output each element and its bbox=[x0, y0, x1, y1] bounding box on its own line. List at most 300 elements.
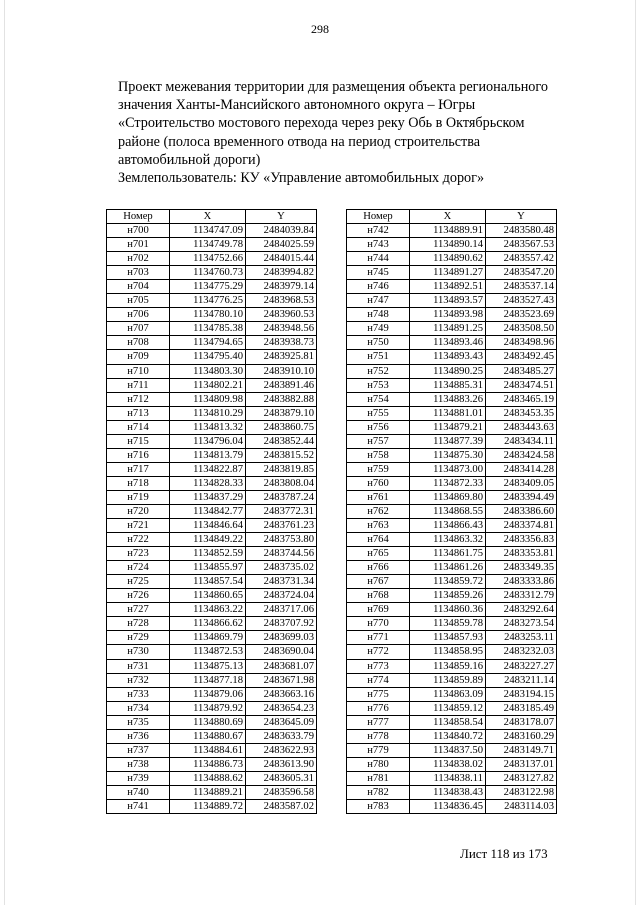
x-coordinate-cell: 1134795.40 bbox=[170, 350, 246, 364]
x-coordinate-cell: 1134872.53 bbox=[170, 645, 246, 659]
table-row bbox=[107, 729, 317, 743]
table-row bbox=[347, 743, 557, 757]
x-coordinate-cell: 1134842.77 bbox=[170, 504, 246, 518]
point-number-cell: н702 bbox=[107, 252, 170, 266]
y-coordinate-cell: 2483891.46 bbox=[246, 378, 317, 392]
x-coordinate-cell: 1134776.25 bbox=[170, 294, 246, 308]
x-coordinate-cell: 1134838.43 bbox=[410, 785, 486, 799]
y-coordinate-cell: 2483508.50 bbox=[486, 322, 557, 336]
y-coordinate-cell: 2483557.42 bbox=[486, 252, 557, 266]
table-row bbox=[107, 589, 317, 603]
y-coordinate-cell: 2483979.14 bbox=[246, 280, 317, 294]
heading-line: автомобильной дороги) bbox=[118, 151, 261, 168]
coordinates-table-right bbox=[346, 209, 557, 814]
x-coordinate-cell: 1134890.62 bbox=[410, 252, 486, 266]
point-number-cell: н765 bbox=[347, 547, 410, 561]
x-coordinate-cell: 1134893.43 bbox=[410, 350, 486, 364]
table-row bbox=[347, 645, 557, 659]
y-coordinate-cell: 2484015.44 bbox=[246, 252, 317, 266]
table-row bbox=[107, 757, 317, 771]
x-coordinate-cell: 1134879.06 bbox=[170, 687, 246, 701]
point-number-cell: н743 bbox=[347, 238, 410, 252]
table-row bbox=[107, 336, 317, 350]
y-coordinate-cell: 2483910.10 bbox=[246, 364, 317, 378]
scan-edge-right bbox=[635, 0, 636, 905]
y-coordinate-cell: 2483127.82 bbox=[486, 771, 557, 785]
point-number-cell: н760 bbox=[347, 476, 410, 490]
point-number-cell: н707 bbox=[107, 322, 170, 336]
x-coordinate-cell: 1134884.61 bbox=[170, 743, 246, 757]
point-number-cell: н751 bbox=[347, 350, 410, 364]
point-number-cell: н780 bbox=[347, 757, 410, 771]
x-coordinate-cell: 1134883.26 bbox=[410, 392, 486, 406]
table-row bbox=[347, 462, 557, 476]
y-coordinate-cell: 2483443.63 bbox=[486, 420, 557, 434]
table-row bbox=[107, 448, 317, 462]
point-number-cell: н776 bbox=[347, 701, 410, 715]
y-coordinate-cell: 2483731.34 bbox=[246, 575, 317, 589]
y-coordinate-cell: 2483645.09 bbox=[246, 715, 317, 729]
table-row bbox=[107, 743, 317, 757]
point-number-cell: н716 bbox=[107, 448, 170, 462]
point-number-cell: н781 bbox=[347, 771, 410, 785]
x-coordinate-cell: 1134752.66 bbox=[170, 252, 246, 266]
point-number-cell: н727 bbox=[107, 603, 170, 617]
y-coordinate-cell: 2483114.03 bbox=[486, 799, 557, 813]
y-coordinate-cell: 2483860.75 bbox=[246, 420, 317, 434]
y-coordinate-cell: 2483717.06 bbox=[246, 603, 317, 617]
table-row bbox=[107, 238, 317, 252]
point-number-cell: н762 bbox=[347, 504, 410, 518]
x-coordinate-cell: 1134892.51 bbox=[410, 280, 486, 294]
x-coordinate-cell: 1134868.55 bbox=[410, 504, 486, 518]
y-coordinate-cell: 2484039.84 bbox=[246, 224, 317, 238]
x-coordinate-cell: 1134837.29 bbox=[170, 490, 246, 504]
point-number-cell: н769 bbox=[347, 603, 410, 617]
x-coordinate-cell: 1134837.50 bbox=[410, 743, 486, 757]
table-row bbox=[107, 659, 317, 673]
point-number-cell: н763 bbox=[347, 519, 410, 533]
y-coordinate-cell: 2483122.98 bbox=[486, 785, 557, 799]
point-number-cell: н737 bbox=[107, 743, 170, 757]
point-number-cell: н771 bbox=[347, 631, 410, 645]
y-coordinate-cell: 2483349.35 bbox=[486, 561, 557, 575]
x-coordinate-cell: 1134881.01 bbox=[410, 406, 486, 420]
y-coordinate-cell: 2483465.19 bbox=[486, 392, 557, 406]
table-row bbox=[347, 364, 557, 378]
column-header-x: X bbox=[170, 210, 246, 224]
x-coordinate-cell: 1134840.72 bbox=[410, 729, 486, 743]
table-row bbox=[107, 785, 317, 799]
table-row bbox=[107, 476, 317, 490]
point-number-cell: н749 bbox=[347, 322, 410, 336]
table-row bbox=[347, 434, 557, 448]
table-row bbox=[107, 406, 317, 420]
y-coordinate-cell: 2483587.02 bbox=[246, 799, 317, 813]
y-coordinate-cell: 2483567.53 bbox=[486, 238, 557, 252]
point-number-cell: н730 bbox=[107, 645, 170, 659]
point-number-cell: н740 bbox=[107, 785, 170, 799]
table-row bbox=[107, 715, 317, 729]
table-row bbox=[107, 252, 317, 266]
point-number-cell: н768 bbox=[347, 589, 410, 603]
table-row bbox=[107, 771, 317, 785]
x-coordinate-cell: 1134785.38 bbox=[170, 322, 246, 336]
point-number-cell: н783 bbox=[347, 799, 410, 813]
y-coordinate-cell: 2483160.29 bbox=[486, 729, 557, 743]
table-row bbox=[107, 490, 317, 504]
y-coordinate-cell: 2483960.53 bbox=[246, 308, 317, 322]
x-coordinate-cell: 1134891.25 bbox=[410, 322, 486, 336]
point-number-cell: н709 bbox=[107, 350, 170, 364]
table-row bbox=[347, 350, 557, 364]
point-number-cell: н708 bbox=[107, 336, 170, 350]
x-coordinate-cell: 1134803.30 bbox=[170, 364, 246, 378]
y-coordinate-cell: 2483386.60 bbox=[486, 504, 557, 518]
table-row bbox=[347, 392, 557, 406]
x-coordinate-cell: 1134863.32 bbox=[410, 533, 486, 547]
x-coordinate-cell: 1134890.25 bbox=[410, 364, 486, 378]
y-coordinate-cell: 2483819.85 bbox=[246, 462, 317, 476]
column-header-number: Номер bbox=[107, 210, 170, 224]
point-number-cell: н715 bbox=[107, 434, 170, 448]
page-number: 298 bbox=[311, 22, 329, 36]
x-coordinate-cell: 1134877.39 bbox=[410, 434, 486, 448]
table-row bbox=[347, 617, 557, 631]
table-row bbox=[347, 490, 557, 504]
y-coordinate-cell: 2483227.27 bbox=[486, 659, 557, 673]
table-row bbox=[347, 280, 557, 294]
table-row bbox=[347, 308, 557, 322]
point-number-cell: н750 bbox=[347, 336, 410, 350]
point-number-cell: н704 bbox=[107, 280, 170, 294]
y-coordinate-cell: 2483613.90 bbox=[246, 757, 317, 771]
table-row bbox=[347, 519, 557, 533]
y-coordinate-cell: 2483149.71 bbox=[486, 743, 557, 757]
point-number-cell: н758 bbox=[347, 448, 410, 462]
point-number-cell: н738 bbox=[107, 757, 170, 771]
y-coordinate-cell: 2483753.80 bbox=[246, 533, 317, 547]
table-row bbox=[347, 448, 557, 462]
point-number-cell: н719 bbox=[107, 490, 170, 504]
table-row bbox=[107, 673, 317, 687]
column-header-y: Y bbox=[486, 210, 557, 224]
point-number-cell: н729 bbox=[107, 631, 170, 645]
x-coordinate-cell: 1134859.72 bbox=[410, 575, 486, 589]
table-row bbox=[347, 476, 557, 490]
y-coordinate-cell: 2483527.43 bbox=[486, 294, 557, 308]
point-number-cell: н756 bbox=[347, 420, 410, 434]
x-coordinate-cell: 1134889.91 bbox=[410, 224, 486, 238]
y-coordinate-cell: 2483232.03 bbox=[486, 645, 557, 659]
x-coordinate-cell: 1134893.98 bbox=[410, 308, 486, 322]
point-number-cell: н759 bbox=[347, 462, 410, 476]
x-coordinate-cell: 1134866.43 bbox=[410, 519, 486, 533]
table-row bbox=[347, 406, 557, 420]
y-coordinate-cell: 2483605.31 bbox=[246, 771, 317, 785]
column-header-x: X bbox=[410, 210, 486, 224]
point-number-cell: н732 bbox=[107, 673, 170, 687]
point-number-cell: н742 bbox=[347, 224, 410, 238]
table-row bbox=[107, 617, 317, 631]
point-number-cell: н744 bbox=[347, 252, 410, 266]
table-row bbox=[347, 757, 557, 771]
table-row bbox=[347, 266, 557, 280]
y-coordinate-cell: 2483663.16 bbox=[246, 687, 317, 701]
point-number-cell: н700 bbox=[107, 224, 170, 238]
x-coordinate-cell: 1134879.21 bbox=[410, 420, 486, 434]
point-number-cell: н757 bbox=[347, 434, 410, 448]
table-row bbox=[347, 224, 557, 238]
table-row bbox=[347, 715, 557, 729]
table-row bbox=[107, 392, 317, 406]
table-row bbox=[107, 294, 317, 308]
scan-edge-left bbox=[4, 0, 5, 905]
table-row bbox=[107, 561, 317, 575]
heading-line: значения Ханты-Мансийского автономного округа – Югры bbox=[118, 97, 476, 114]
y-coordinate-cell: 2483994.82 bbox=[246, 266, 317, 280]
y-coordinate-cell: 2483699.03 bbox=[246, 631, 317, 645]
heading-line: районе (полоса временного отвода на период строительства bbox=[118, 133, 481, 150]
point-number-cell: н724 bbox=[107, 561, 170, 575]
y-coordinate-cell: 2483596.58 bbox=[246, 785, 317, 799]
x-coordinate-cell: 1134861.26 bbox=[410, 561, 486, 575]
point-number-cell: н761 bbox=[347, 490, 410, 504]
point-number-cell: н722 bbox=[107, 533, 170, 547]
x-coordinate-cell: 1134879.92 bbox=[170, 701, 246, 715]
x-coordinate-cell: 1134857.93 bbox=[410, 631, 486, 645]
table-row bbox=[347, 631, 557, 645]
point-number-cell: н767 bbox=[347, 575, 410, 589]
point-number-cell: н772 bbox=[347, 645, 410, 659]
x-coordinate-cell: 1134857.54 bbox=[170, 575, 246, 589]
y-coordinate-cell: 2483761.23 bbox=[246, 519, 317, 533]
table-row bbox=[347, 785, 557, 799]
table-row bbox=[347, 322, 557, 336]
y-coordinate-cell: 2483474.51 bbox=[486, 378, 557, 392]
y-coordinate-cell: 2483194.15 bbox=[486, 687, 557, 701]
column-header-y: Y bbox=[246, 210, 317, 224]
point-number-cell: н701 bbox=[107, 238, 170, 252]
x-coordinate-cell: 1134872.33 bbox=[410, 476, 486, 490]
y-coordinate-cell: 2483537.14 bbox=[486, 280, 557, 294]
point-number-cell: н764 bbox=[347, 533, 410, 547]
table-row bbox=[347, 547, 557, 561]
point-number-cell: н766 bbox=[347, 561, 410, 575]
x-coordinate-cell: 1134893.46 bbox=[410, 336, 486, 350]
heading-line: «Строительство мостового перехода через реку Обь в Октябрьском bbox=[118, 115, 525, 132]
x-coordinate-cell: 1134889.72 bbox=[170, 799, 246, 813]
point-number-cell: н775 bbox=[347, 687, 410, 701]
y-coordinate-cell: 2483523.69 bbox=[486, 308, 557, 322]
table-row bbox=[107, 687, 317, 701]
y-coordinate-cell: 2483948.56 bbox=[246, 322, 317, 336]
point-number-cell: н733 bbox=[107, 687, 170, 701]
y-coordinate-cell: 2483178.07 bbox=[486, 715, 557, 729]
point-number-cell: н779 bbox=[347, 743, 410, 757]
x-coordinate-cell: 1134861.75 bbox=[410, 547, 486, 561]
table-row bbox=[347, 504, 557, 518]
table-row bbox=[347, 336, 557, 350]
y-coordinate-cell: 2483707.92 bbox=[246, 617, 317, 631]
y-coordinate-cell: 2483424.58 bbox=[486, 448, 557, 462]
table-row bbox=[107, 547, 317, 561]
x-coordinate-cell: 1134855.97 bbox=[170, 561, 246, 575]
table-row bbox=[347, 659, 557, 673]
x-coordinate-cell: 1134888.62 bbox=[170, 771, 246, 785]
x-coordinate-cell: 1134891.27 bbox=[410, 266, 486, 280]
y-coordinate-cell: 2483356.83 bbox=[486, 533, 557, 547]
point-number-cell: н778 bbox=[347, 729, 410, 743]
table-row bbox=[107, 603, 317, 617]
x-coordinate-cell: 1134880.67 bbox=[170, 729, 246, 743]
table-row bbox=[107, 504, 317, 518]
point-number-cell: н735 bbox=[107, 715, 170, 729]
y-coordinate-cell: 2484025.59 bbox=[246, 238, 317, 252]
x-coordinate-cell: 1134849.22 bbox=[170, 533, 246, 547]
x-coordinate-cell: 1134873.00 bbox=[410, 462, 486, 476]
x-coordinate-cell: 1134852.59 bbox=[170, 547, 246, 561]
y-coordinate-cell: 2483137.01 bbox=[486, 757, 557, 771]
x-coordinate-cell: 1134885.31 bbox=[410, 378, 486, 392]
x-coordinate-cell: 1134749.78 bbox=[170, 238, 246, 252]
table-header-row bbox=[107, 210, 317, 224]
y-coordinate-cell: 2483622.93 bbox=[246, 743, 317, 757]
y-coordinate-cell: 2483654.23 bbox=[246, 701, 317, 715]
point-number-cell: н746 bbox=[347, 280, 410, 294]
x-coordinate-cell: 1134880.69 bbox=[170, 715, 246, 729]
y-coordinate-cell: 2483485.27 bbox=[486, 364, 557, 378]
x-coordinate-cell: 1134863.09 bbox=[410, 687, 486, 701]
x-coordinate-cell: 1134877.18 bbox=[170, 673, 246, 687]
y-coordinate-cell: 2483453.35 bbox=[486, 406, 557, 420]
table-row bbox=[107, 378, 317, 392]
y-coordinate-cell: 2483273.54 bbox=[486, 617, 557, 631]
point-number-cell: н710 bbox=[107, 364, 170, 378]
table-row bbox=[347, 673, 557, 687]
point-number-cell: н721 bbox=[107, 519, 170, 533]
column-header-number: Номер bbox=[347, 210, 410, 224]
x-coordinate-cell: 1134809.98 bbox=[170, 392, 246, 406]
document-heading bbox=[118, 78, 608, 187]
point-number-cell: н782 bbox=[347, 785, 410, 799]
y-coordinate-cell: 2483744.56 bbox=[246, 547, 317, 561]
x-coordinate-cell: 1134875.13 bbox=[170, 659, 246, 673]
x-coordinate-cell: 1134890.14 bbox=[410, 238, 486, 252]
y-coordinate-cell: 2483882.88 bbox=[246, 392, 317, 406]
y-coordinate-cell: 2483808.04 bbox=[246, 476, 317, 490]
y-coordinate-cell: 2483409.05 bbox=[486, 476, 557, 490]
y-coordinate-cell: 2483633.79 bbox=[246, 729, 317, 743]
y-coordinate-cell: 2483815.52 bbox=[246, 448, 317, 462]
point-number-cell: н745 bbox=[347, 266, 410, 280]
table-row bbox=[347, 799, 557, 813]
x-coordinate-cell: 1134836.45 bbox=[410, 799, 486, 813]
table-row bbox=[347, 561, 557, 575]
y-coordinate-cell: 2483312.79 bbox=[486, 589, 557, 603]
point-number-cell: н713 bbox=[107, 406, 170, 420]
x-coordinate-cell: 1134822.87 bbox=[170, 462, 246, 476]
y-coordinate-cell: 2483394.49 bbox=[486, 490, 557, 504]
table-row bbox=[107, 533, 317, 547]
land-user-line: Землепользователь: КУ «Управление автомобильных дорог» bbox=[118, 170, 485, 187]
y-coordinate-cell: 2483253.11 bbox=[486, 631, 557, 645]
point-number-cell: н755 bbox=[347, 406, 410, 420]
x-coordinate-cell: 1134860.65 bbox=[170, 589, 246, 603]
point-number-cell: н752 bbox=[347, 364, 410, 378]
y-coordinate-cell: 2483580.48 bbox=[486, 224, 557, 238]
y-coordinate-cell: 2483925.81 bbox=[246, 350, 317, 364]
y-coordinate-cell: 2483681.07 bbox=[246, 659, 317, 673]
y-coordinate-cell: 2483374.81 bbox=[486, 519, 557, 533]
y-coordinate-cell: 2483211.14 bbox=[486, 673, 557, 687]
x-coordinate-cell: 1134858.95 bbox=[410, 645, 486, 659]
x-coordinate-cell: 1134875.30 bbox=[410, 448, 486, 462]
table-row bbox=[107, 350, 317, 364]
table-row bbox=[107, 322, 317, 336]
x-coordinate-cell: 1134775.29 bbox=[170, 280, 246, 294]
x-coordinate-cell: 1134810.29 bbox=[170, 406, 246, 420]
x-coordinate-cell: 1134860.36 bbox=[410, 603, 486, 617]
table-row bbox=[107, 420, 317, 434]
y-coordinate-cell: 2483735.02 bbox=[246, 561, 317, 575]
x-coordinate-cell: 1134828.33 bbox=[170, 476, 246, 490]
x-coordinate-cell: 1134869.80 bbox=[410, 490, 486, 504]
table-row bbox=[347, 603, 557, 617]
y-coordinate-cell: 2483690.04 bbox=[246, 645, 317, 659]
sheet-footer: Лист 118 из 173 bbox=[460, 846, 548, 861]
x-coordinate-cell: 1134859.12 bbox=[410, 701, 486, 715]
y-coordinate-cell: 2483852.44 bbox=[246, 434, 317, 448]
x-coordinate-cell: 1134869.79 bbox=[170, 631, 246, 645]
x-coordinate-cell: 1134859.16 bbox=[410, 659, 486, 673]
point-number-cell: н770 bbox=[347, 617, 410, 631]
point-number-cell: н712 bbox=[107, 392, 170, 406]
x-coordinate-cell: 1134866.62 bbox=[170, 617, 246, 631]
y-coordinate-cell: 2483879.10 bbox=[246, 406, 317, 420]
point-number-cell: н736 bbox=[107, 729, 170, 743]
x-coordinate-cell: 1134838.11 bbox=[410, 771, 486, 785]
table-row bbox=[347, 378, 557, 392]
table-row bbox=[107, 462, 317, 476]
table-row bbox=[107, 519, 317, 533]
point-number-cell: н720 bbox=[107, 504, 170, 518]
point-number-cell: н703 bbox=[107, 266, 170, 280]
table-header-row bbox=[347, 210, 557, 224]
y-coordinate-cell: 2483498.96 bbox=[486, 336, 557, 350]
point-number-cell: н717 bbox=[107, 462, 170, 476]
point-number-cell: н777 bbox=[347, 715, 410, 729]
point-number-cell: н741 bbox=[107, 799, 170, 813]
y-coordinate-cell: 2483938.73 bbox=[246, 336, 317, 350]
x-coordinate-cell: 1134813.79 bbox=[170, 448, 246, 462]
y-coordinate-cell: 2483671.98 bbox=[246, 673, 317, 687]
x-coordinate-cell: 1134859.26 bbox=[410, 589, 486, 603]
point-number-cell: н705 bbox=[107, 294, 170, 308]
point-number-cell: н754 bbox=[347, 392, 410, 406]
x-coordinate-cell: 1134889.21 bbox=[170, 785, 246, 799]
point-number-cell: н725 bbox=[107, 575, 170, 589]
y-coordinate-cell: 2483772.31 bbox=[246, 504, 317, 518]
point-number-cell: н723 bbox=[107, 547, 170, 561]
table-row bbox=[107, 434, 317, 448]
table-row bbox=[107, 701, 317, 715]
table-row bbox=[107, 575, 317, 589]
table-row bbox=[347, 771, 557, 785]
y-coordinate-cell: 2483434.11 bbox=[486, 434, 557, 448]
table-row bbox=[347, 238, 557, 252]
table-row bbox=[347, 420, 557, 434]
